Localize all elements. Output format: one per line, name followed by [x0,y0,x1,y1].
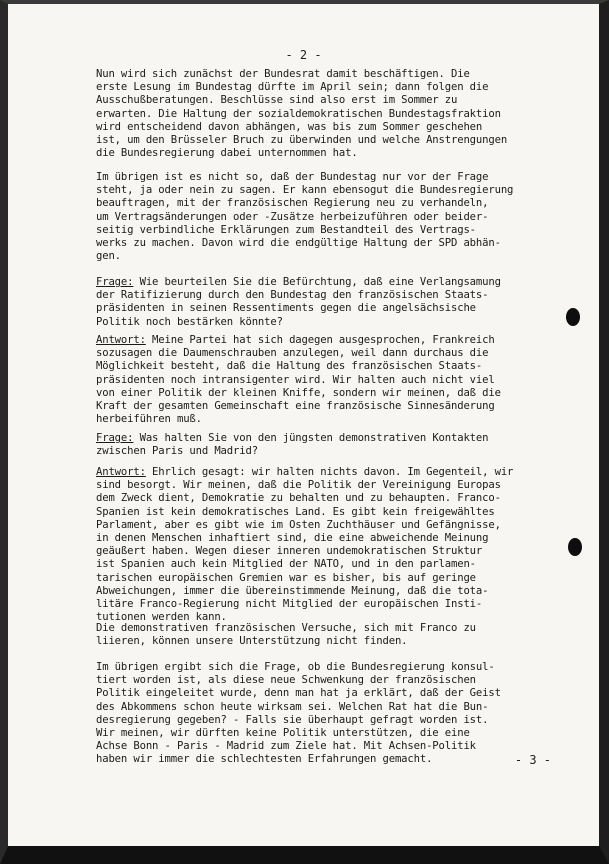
line-text: sind besorgt. Wir meinen, daß die Politik der Vereinigung Europas [96,479,501,492]
text-line [96,108,568,121]
text-line [96,250,568,263]
text-line [96,585,568,598]
line-text: erwarten. Die Haltung der sozialdemokratischen Bundestagsfraktion [96,107,501,120]
paragraph-2 [96,171,568,263]
line-text: Ausschußberatungen. Beschlüsse sind also erst im Sommer zu [96,94,458,107]
text-line [96,740,568,753]
text-line [96,445,568,458]
text-line [96,687,568,700]
text-line [96,479,568,492]
text-line [96,134,568,147]
text-line [96,532,568,545]
line-text: ist, um den Brüsseler Bruch zu überwinden und welche Anstrengungen [96,134,508,147]
paragraph-1 [96,68,568,160]
line-text: um Vertragsänderungen oder -Zusätze herbeizuführen oder beider- [96,210,489,223]
text-line [96,184,568,197]
line-text: beauftragen, mit der französischen Regierung neu zu verhandeln, [96,197,489,210]
text-line [96,147,568,160]
text-line [96,432,568,445]
line-text: Möglichkeit besteht, daß die Haltung des französischen Staats- [96,360,483,373]
line-text: Die demonstrativen französischen Versuche, sich mit Franco zu [96,622,476,634]
text-line [96,374,568,387]
line-text: sozusagen die Daumenschrauben anzulegen, weil dann durchaus die [96,347,489,360]
line-text: tarischen europäischen Gremien war es bisher, bis auf geringe [96,571,476,584]
line-text: präsidenten in seinen Ressentiments gegen die angelsächsische [96,302,476,315]
line-text: desregierung gegeben? - Falls sie überhaupt gefragt worden ist. [96,713,489,726]
text-line [96,506,568,519]
text-line [96,334,568,347]
line-text: Abweichungen, immer die übereinstimmende Meinung, daß die tota- [96,584,489,597]
line-text: Politik noch bestärken könnte? [96,315,283,328]
text-line [96,413,568,426]
text-line [96,492,568,505]
text-line [96,598,568,611]
page-number: - 2 - [285,48,322,62]
line-text: tutionen werden kann. [96,611,227,624]
paragraph-4 [96,661,568,767]
text-line [96,276,568,289]
line-text: tiert worden ist, als diese neue Schwenkung der französischen [96,674,476,687]
line-text: Nun wird sich zunächst der Bundesrat damit beschäftigen. Die [96,68,470,80]
text-line [96,68,568,81]
text-line [96,701,568,714]
line-text: Wir meinen, wir dürften keine Politik unterstützen, die eine [96,727,470,740]
line-text: Politik eingeleitet wurde, denn man hat ja erklärt, daß der Geist [96,687,501,700]
line-text: ist Spanien auch kein Mitglied der NATO, und in den parlamen- [96,558,476,571]
line-text: Im übrigen ergibt sich die Frage, ob die Bundesregierung konsul- [96,661,495,673]
line-text: dem Zweck dient, Demokratie zu behalten und zu behaupten. Franco- [96,492,501,505]
line-text: der Ratifizierung durch den Bundestag den französischen Staats- [96,289,489,302]
line-text: liieren, können unsere Unterstützung nicht finden. [96,635,408,648]
line-text: Spanien ist kein demokratisches Land. Es gibt kein freigewähltes [96,505,495,518]
speaker-label: Antwort: [96,334,146,346]
line-text: herbeiführen muß. [96,413,202,426]
line-text: werks zu machen. Davon wird die endgültige Haltung der SPD abhän- [96,237,501,250]
line-text: haben wir immer die schlechtesten Erfahrungen gemacht. [96,753,433,766]
line-text: des Abkommens schon heute wirksam sei. Welchen Rat hat die Bun- [96,700,489,713]
line-text: geäußert haben. Wegen dieser inneren undemokratischen Struktur [96,545,483,558]
line-text: Was halten Sie von den jüngsten demonstrativen Kontakten [133,432,489,444]
next-page-marker: - 3 - [514,753,551,767]
text-line [96,519,568,532]
text-line [96,211,568,224]
text-line [96,727,568,740]
line-text: erste Lesung im Bundestag dürfte im April sein; dann folgen die [96,81,489,94]
line-text: Kraft der gesamten Gemeinschaft eine französische Sinnesänderung [96,400,495,413]
text-line [96,387,568,400]
text-line [96,197,568,210]
line-text: Ehrlich gesagt: wir halten nichts davon. Im Gegenteil, wir [145,466,514,478]
text-line [96,347,568,360]
question-1 [96,276,568,329]
line-text: Achse Bonn - Paris - Madrid zum Ziele hat. Mit Achsen-Politik [96,740,476,753]
text-line [96,545,568,558]
line-text: Parlament, aber es gibt wie im Osten Zuchthäuser und Gefängnisse, [96,518,501,531]
punch-hole [568,538,582,556]
text-line [96,572,568,585]
text-line [96,622,568,635]
text-line [96,661,568,674]
line-text: Wie beurteilen Sie die Befürchtung, daß eine Verlangsamung [133,276,501,288]
line-text: litäre Franco-Regierung nicht Mitglied der europäischen Insti- [96,598,483,611]
text-line [96,558,568,571]
text-line [96,360,568,373]
paragraph-3 [96,622,568,648]
text-line [96,302,568,315]
speaker-label: Frage: [96,432,134,444]
text-line [96,121,568,134]
line-text: in denen Menschen inhaftiert sind, die eine abweichende Meinung [96,532,489,545]
line-text: die Bundesregierung dabei unternommen hat. [96,147,358,160]
line-text: steht, ja oder nein zu sagen. Er kann ebensogut die Bundesregierung [96,184,514,197]
line-text: seitig verbindliche Erklärungen zum Bestandteil des Vertrags- [96,223,476,236]
line-text: Meine Partei hat sich dagegen ausgesprochen, Frankreich [145,334,495,346]
line-text: gen. [96,250,121,263]
speaker-label: Frage: [96,276,134,288]
line-text: von einer Politik der kleinen Kniffe, sondern wir meinen, daß die [96,386,501,399]
text-line [96,94,568,107]
line-text: wird entscheidend davon abhängen, was bis zum Sommer geschehen [96,120,483,133]
punch-hole [566,308,580,326]
line-text: zwischen Paris und Madrid? [96,445,258,458]
text-line [96,753,568,766]
question-2 [96,432,568,458]
text-line [96,171,568,184]
speaker-label: Antwort: [96,466,146,478]
answer-2 [96,466,568,624]
text-line [96,714,568,727]
text-line [96,237,568,250]
line-text: präsidenten noch intransigenter wird. Wir halten auch nicht viel [96,373,495,386]
text-line [96,289,568,302]
text-line [96,400,568,413]
answer-1 [96,334,568,426]
text-line [96,466,568,479]
text-line [96,316,568,329]
text-line [96,635,568,648]
line-text: Im übrigen ist es nicht so, daß der Bundestag nur vor der Frage [96,171,489,183]
text-line [96,81,568,94]
text-line [96,674,568,687]
text-line [96,224,568,237]
